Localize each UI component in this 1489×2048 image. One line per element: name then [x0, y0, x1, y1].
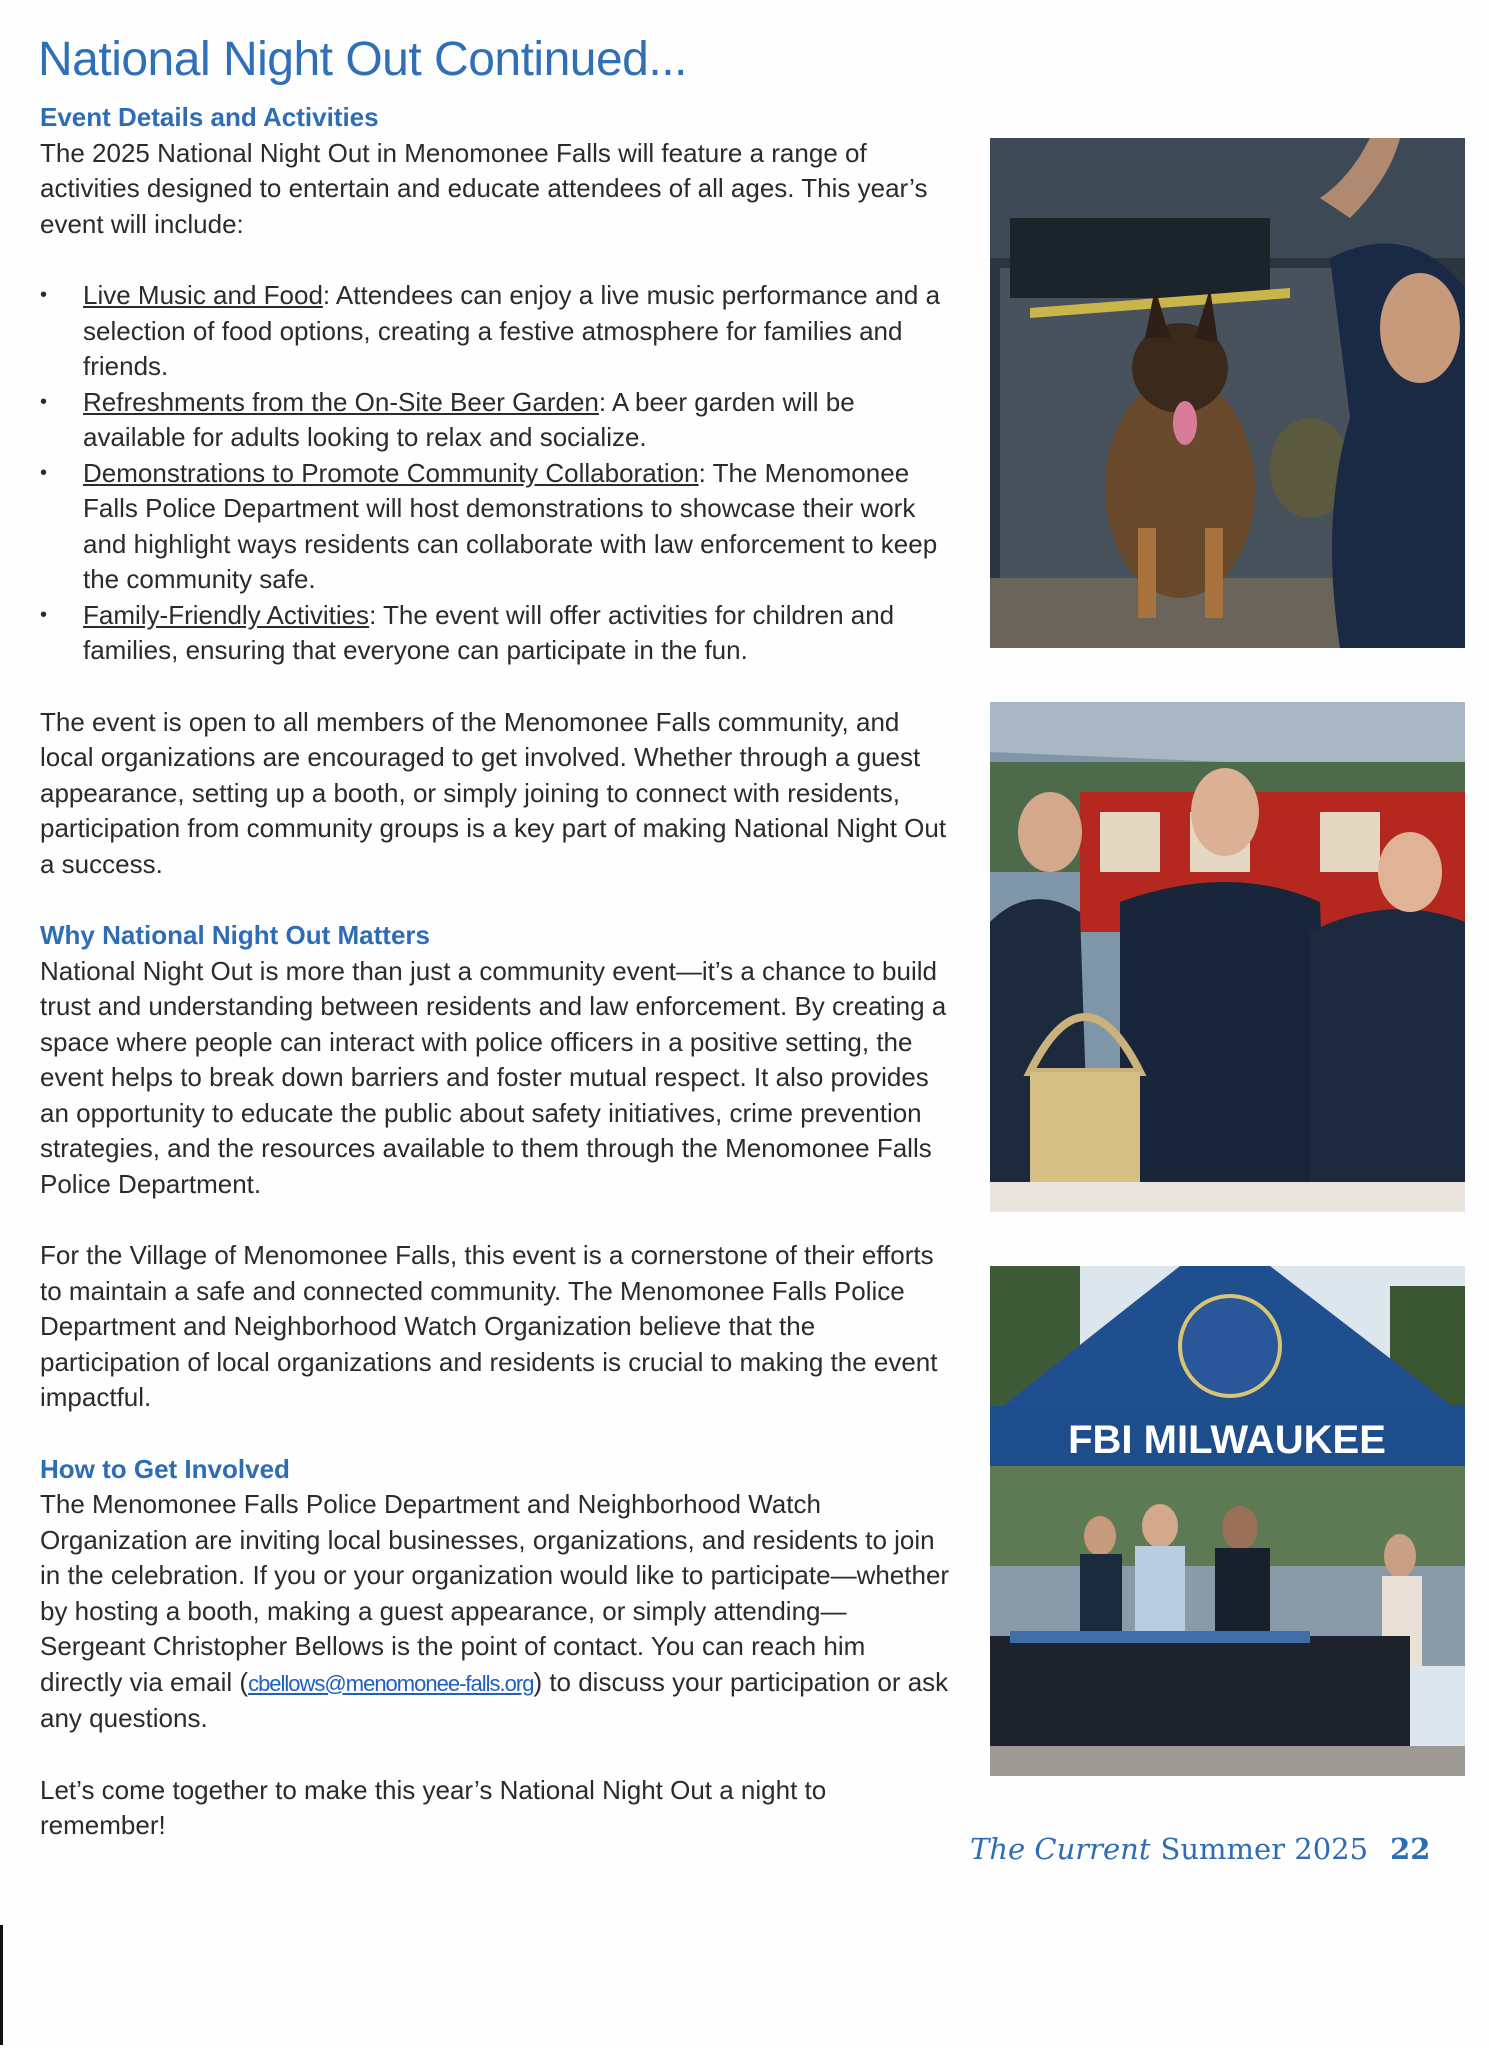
page-title: National Night Out Continued... [38, 33, 687, 86]
publication-name: The Current [970, 1832, 1151, 1866]
activities-list [40, 278, 950, 669]
section-heading-details: Event Details and Activities [40, 102, 379, 132]
tent-banner-text: FBI MILWAUKEE [1068, 1418, 1386, 1462]
article-body [40, 100, 950, 1844]
bullet-text: : The event will offer activities for children and families, ensuring that everyone can participate in the fun. [83, 599, 895, 665]
bullet-label: Family-Friendly Activities [83, 599, 370, 630]
bullet-text: : Attendees can enjoy a live music performance and a selection of food options, creating a festive atmosphere for families and friends. [83, 280, 941, 381]
email-link[interactable]: cbellows@menomonee-falls.org [248, 1670, 534, 1696]
why-paragraph-1: National Night Out is more than just a community event—it’s a chance to build trust and understanding between residents and law enforcement. By creating a space where people can interact with police officers in a positive setting, the event helps to break down barriers and foster mutual respect. It also provides an opportunity to educate the public about safety initiatives, crime prevention strategies, and the resources available to them through the Menomonee Falls Police Department. [40, 955, 947, 1199]
scan-edge-mark [0, 1925, 3, 2045]
page-footer [970, 1832, 1440, 1866]
list-item [40, 456, 950, 598]
bullet-text: : A beer garden will be available for adults looking to relax and socialize. [83, 386, 855, 452]
bullet-label: Refreshments from the On-Site Beer Garden [83, 386, 599, 417]
section-heading-why: Why National Night Out Matters [40, 920, 430, 950]
section-heading-involved: How to Get Involved [40, 1453, 290, 1484]
list-item [40, 598, 950, 669]
bullet-label: Live Music and Food [83, 280, 323, 310]
bullet-text: : The Menomonee Falls Police Department will host demonstrations to showcase their work and highlight ways residents can collaborate with law enforcement to keep the community safe. [83, 457, 938, 594]
page-number: 22 [1390, 1832, 1431, 1866]
why-paragraph-2: For the Village of Menomonee Falls, this event is a cornerstone of their efforts to maintain a safe and connected community. The Menomonee Falls Police Department and Neighborhood Watch Organization believe that the participation of local organizations and residents is crucial to making the event impactful. [40, 1240, 938, 1412]
open-paragraph: The event is open to all members of the Menomonee Falls community, and local organizations are encouraged to get involved. Whether through a guest appearance, setting up a booth, or simply joining to connect with residents, participation from community groups is a key part of making National Night Out a success. [40, 706, 947, 879]
photo-k9-dog [990, 138, 1465, 648]
issue-season: Summer 2025 [1160, 1832, 1369, 1866]
details-intro: The 2025 National Night Out in Menomonee Falls will feature a range of activities designed to entertain and educate attendees of all ages. This year’s event will include: [40, 137, 928, 239]
closing-paragraph: Let’s come together to make this year’s National Night Out a night to remember! [40, 1774, 827, 1840]
photo-officers [990, 702, 1465, 1212]
involved-paragraph: The Menomonee Falls Police Department and Neighborhood Watch Organization are inviting local businesses, organizations, and residents to join in the celebration. If you or your organization would like to participate—whether by hosting a booth, making a guest appearance, or simply attending—Sergeant Christopher Bellows is the point of contact. You can reach him directly via email (cbellows@menomonee-falls.org) to discuss your participation or ask any questions. [40, 1489, 950, 1733]
bullet-label: Demonstrations to Promote Community Collaboration [83, 457, 699, 488]
photo-fbi-tent [990, 1266, 1465, 1776]
list-item [40, 385, 950, 456]
list-item [40, 278, 950, 385]
